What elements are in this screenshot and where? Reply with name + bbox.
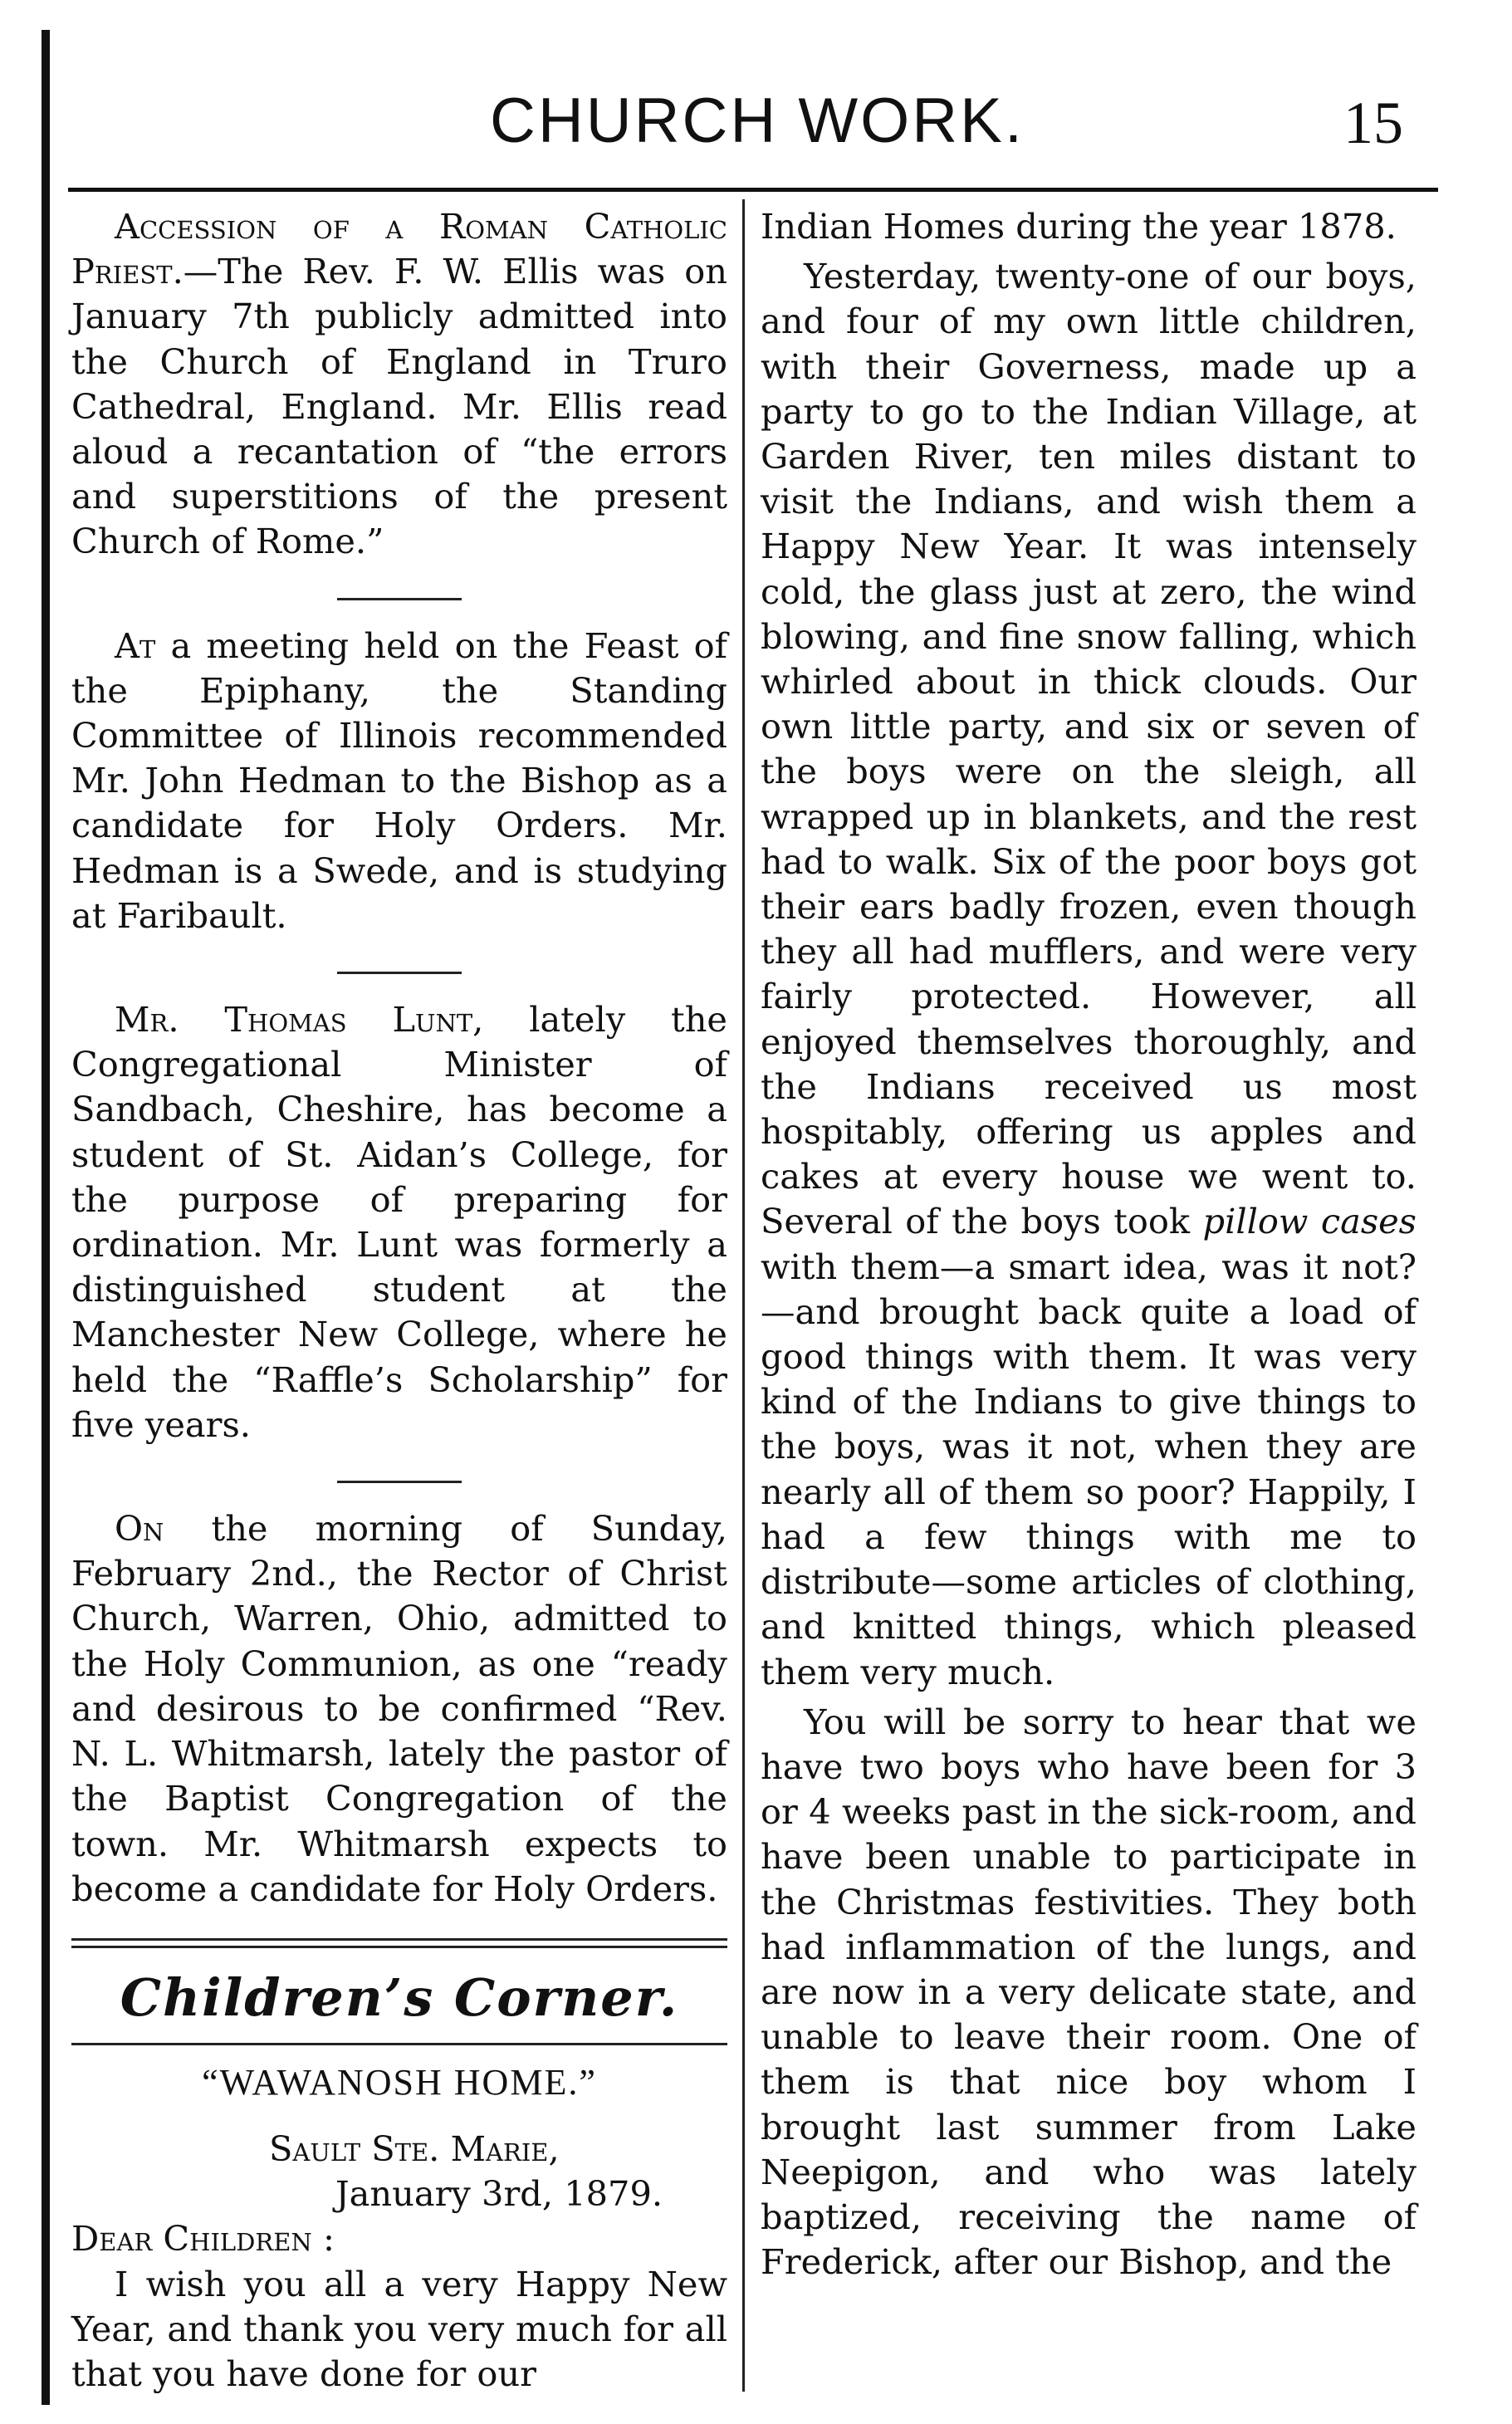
page-number: 15 bbox=[1343, 90, 1403, 156]
section-rule bbox=[71, 2043, 727, 2045]
item-separator bbox=[337, 972, 462, 974]
item-body: the morning of Sunday, February 2nd., the Rector of Christ Church, Warren, Ohio, admitted to the Holy Communion, as one “ready and desirous to be confirmed “Rev. N. L. Whitmarsh, lately the pastor of the Baptist Congregation of the town. Mr. Whitmarsh expects to become a candidate for Holy Orders. bbox=[71, 1508, 727, 1909]
news-item-whitmarsh bbox=[71, 1506, 727, 1912]
item-lead: Mr. Thomas Lunt, bbox=[115, 999, 484, 1041]
letter-paragraph-visit bbox=[761, 254, 1417, 1695]
item-lead: On bbox=[115, 1508, 164, 1550]
running-title: CHURCH WORK. bbox=[490, 86, 1025, 156]
column-divider bbox=[742, 199, 745, 2392]
italic-phrase: pillow cases bbox=[1202, 1201, 1417, 1242]
item-body: a meeting held on the Feast of the Epiphany, the Standing Committee of Illinois recommended Mr. John Hedman to the Bishop as a candidate for Holy Orders. Mr. Hedman is a Swede, and is studying at Faribault. bbox=[71, 624, 727, 936]
item-separator bbox=[337, 598, 462, 600]
right-column bbox=[761, 204, 1417, 2284]
dateline-place: Sault Ste. Marie, bbox=[269, 2128, 560, 2169]
item-heading: Accession of a Roman Catholic Priest. bbox=[71, 206, 727, 292]
item-lead: At bbox=[115, 624, 156, 666]
header-rule bbox=[68, 188, 1438, 192]
left-column bbox=[71, 204, 727, 2397]
letter-paragraph: I wish you all a very Happy New Year, and thank you very much for all that you have done for our bbox=[71, 2263, 727, 2394]
paragraph-text-end: with them—a smart idea, was it not?—and brought back quite a load of good things with them. It was very kind of the Indians to give things to the boys, was it not, when they are nearly all of them so poor? Happily, I had a few things with me to distribute—some articles of clothing, and knitted things, which pleased them very much. bbox=[761, 1246, 1417, 1692]
paragraph-text: Yesterday, twenty-one of our boys, and four of my own little children, with their Governess, made up a party to go to the Indian Village, at Garden River, ten miles distant to visit the Indians, and wish them a Happy New Year. It was intensely cold, the glass just at zero, the wind blowing, and fine snow falling, which whirled about in thick clouds. Our own little party, and six or seven of the boys were on the sleigh, all wrapped up in blankets, and the rest had to walk. Six of the poor boys got their ears badly frozen, even though they all had mufflers, and were very fairly protected. However, all enjoyed themselves thoroughly, and the Indians received us most hospitably, offering us apples and cakes at every house we went to. Several of the boys took bbox=[761, 256, 1417, 1242]
news-item-ellis bbox=[71, 204, 727, 565]
item-body: lately the Congregational Minister of Sandbach, Cheshire, has become a student of St. Aidan’s College, for the purpose of preparing for ordination. Mr. Lunt was formerly a distinguished student at the Manchester New College, where he held the “Raffle’s Scholarship” for five years. bbox=[71, 999, 727, 1445]
item-body: —The Rev. F. W. Ellis was on January 7th publicly admitted into the Church of England in Truro Cathedral, England. Mr. Ellis read aloud a recantation of “the errors and superstitions of the present Church of Rome.” bbox=[71, 251, 727, 562]
news-item-hedman bbox=[71, 624, 727, 938]
dateline-date: January 3rd, 1879. bbox=[335, 2173, 663, 2215]
binding-edge-bar bbox=[42, 30, 50, 2405]
letter-paragraph-continued: Indian Homes during the year 1878. bbox=[761, 206, 1397, 247]
letter-salutation: Dear Children : bbox=[71, 2218, 335, 2260]
letter-paragraph-sick: You will be sorry to hear that we have two boys who have been for 3 or 4 weeks past in the sick-room, and have been unable to participate in the Christmas festivities. They both had inflammation of the lungs, and are now in a very delicate state, and unable to leave their room. One of them is that nice boy whom I brought last summer from Lake Neepigon, and who was lately baptized, receiving the name of Frederick, after our Bishop, and the bbox=[761, 1701, 1417, 2283]
item-separator bbox=[337, 1481, 462, 1483]
section-double-rule bbox=[71, 1938, 727, 1948]
letter-title: “WAWANOSH HOME.” bbox=[202, 2061, 597, 2103]
news-item-lunt bbox=[71, 997, 727, 1447]
section-title: Children’s Corner. bbox=[120, 1966, 679, 2028]
